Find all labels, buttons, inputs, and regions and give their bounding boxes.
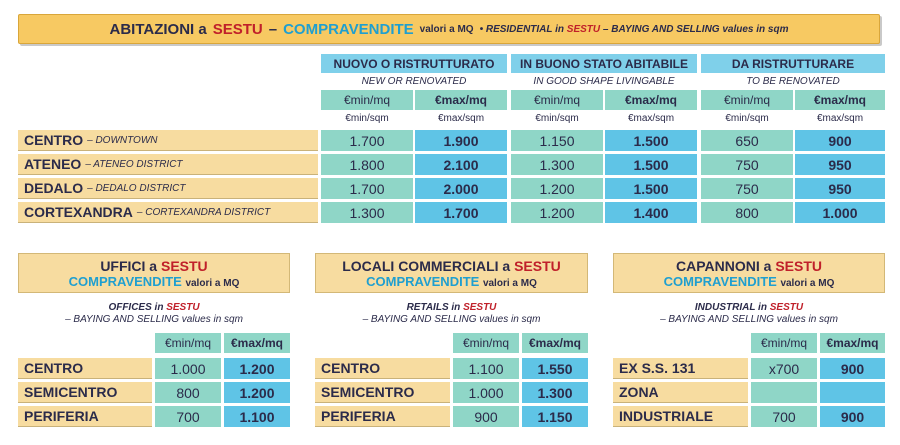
industrial-title-city: SESTU xyxy=(775,257,822,274)
category-header-to-renovate: DA RISTRUTTURARE xyxy=(701,54,885,73)
banner-en-a: • RESIDENTIAL in xyxy=(479,23,564,35)
retail-title-b: COMPRAVENDITE xyxy=(366,273,480,289)
offices-unit-min: €min/mq xyxy=(155,333,221,353)
district-name-en: – ATENEO DISTRICT xyxy=(85,158,183,170)
banner-title-b: COMPRAVENDITE xyxy=(283,20,414,38)
retail-unit-min: €min/mq xyxy=(453,333,519,353)
price-max-cell: 1.500 xyxy=(605,130,697,151)
offices-title-b: COMPRAVENDITE xyxy=(68,273,182,289)
price-max-cell: 2.000 xyxy=(415,178,507,199)
offices-title-city: SESTU xyxy=(160,257,208,274)
price-min-cell: 750 xyxy=(701,154,793,175)
district-name: CENTRO xyxy=(24,132,84,148)
price-max-cell: 900 xyxy=(795,130,885,151)
banner-subtitle-en xyxy=(480,24,789,35)
price-min-cell: 700 xyxy=(155,406,221,427)
industrial-subtitle xyxy=(613,302,885,326)
unit-min-sqm: €min/sqm xyxy=(345,112,389,124)
unit-max-sqm: €max/sqm xyxy=(437,112,485,124)
price-max-cell: 1.150 xyxy=(522,406,588,427)
district-name-en: – DOWNTOWN xyxy=(87,134,158,146)
price-max-cell: 900 xyxy=(820,406,885,427)
banner-title-dash: – xyxy=(268,20,278,38)
offices-title-a: UFFICI a xyxy=(100,257,158,274)
price-max-cell: 1.700 xyxy=(415,202,507,223)
unit-min-header: €min/mq xyxy=(321,90,413,110)
price-min-cell: 1.100 xyxy=(453,358,519,379)
industrial-sub-city: SESTU xyxy=(769,302,804,313)
price-max-cell: 1.200 xyxy=(224,382,290,403)
offices-title-small: valori a MQ xyxy=(185,277,240,289)
price-min-cell: 1.700 xyxy=(321,130,413,151)
price-min-cell: 650 xyxy=(701,130,793,151)
retail-title-small: valori a MQ xyxy=(482,277,537,289)
offices-row-label: SEMICENTRO xyxy=(18,382,152,403)
price-max-cell: 2.100 xyxy=(415,154,507,175)
category-header-good-shape: IN BUONO STATO ABITABILE xyxy=(511,54,697,73)
industrial-sub-b: – BAYING AND SELLING values in sqm xyxy=(660,314,838,325)
district-name: ATENEO xyxy=(24,156,82,172)
category-sub-new: NEW OR RENOVATED xyxy=(361,75,467,87)
price-min-cell xyxy=(751,382,817,403)
offices-sub-b: – BAYING AND SELLING values in sqm xyxy=(65,314,243,325)
offices-title xyxy=(18,253,290,293)
retail-sub-b: – BAYING AND SELLING values in sqm xyxy=(362,314,541,325)
industrial-title xyxy=(613,253,885,293)
page-title-banner xyxy=(18,14,880,44)
industrial-row-label: INDUSTRIALE xyxy=(613,406,748,427)
industrial-row-label: ZONA xyxy=(613,382,748,403)
offices-unit-max: €max/mq xyxy=(224,333,290,353)
unit-max-header: €max/mq xyxy=(605,90,697,110)
price-max-cell: 1.900 xyxy=(415,130,507,151)
price-max-cell: 1.300 xyxy=(522,382,588,403)
industrial-unit-max: €max/mq xyxy=(820,333,885,353)
price-max-cell: 900 xyxy=(820,358,885,379)
retail-row-label: SEMICENTRO xyxy=(315,382,450,403)
industrial-title-small: valori a MQ xyxy=(780,277,835,289)
offices-subtitle xyxy=(18,302,290,326)
industrial-unit-min: €min/mq xyxy=(751,333,817,353)
price-min-cell: 900 xyxy=(453,406,519,427)
banner-title-small: valori a MQ xyxy=(419,23,474,35)
banner-title-a: ABITAZIONI a xyxy=(109,20,207,38)
retail-title-a: LOCALI COMMERCIALI a xyxy=(342,257,511,274)
category-header-new: NUOVO O RISTRUTTURATO xyxy=(321,54,507,73)
category-sub-to-renovate: TO BE RENOVATED xyxy=(746,75,840,87)
price-max-cell: 1.550 xyxy=(522,358,588,379)
price-min-cell: 1.300 xyxy=(511,154,603,175)
retail-subtitle xyxy=(315,302,588,326)
unit-min-sqm: €min/sqm xyxy=(725,112,769,124)
offices-row-label: PERIFERIA xyxy=(18,406,152,427)
price-min-cell: 1.200 xyxy=(511,202,603,223)
price-max-cell: 1.000 xyxy=(795,202,885,223)
retail-row-label: PERIFERIA xyxy=(315,406,450,427)
retail-sub-city: SESTU xyxy=(463,302,497,313)
price-max-cell: 1.500 xyxy=(605,178,697,199)
price-min-cell: 1.300 xyxy=(321,202,413,223)
district-name-en: – CORTEXANDRA DISTRICT xyxy=(136,206,271,218)
price-min-cell: 750 xyxy=(701,178,793,199)
price-min-cell: 1.700 xyxy=(321,178,413,199)
industrial-sub-a: INDUSTRIAL in xyxy=(694,302,767,313)
price-min-cell: 800 xyxy=(701,202,793,223)
unit-max-header: €max/mq xyxy=(415,90,507,110)
price-max-cell: 950 xyxy=(795,178,885,199)
unit-max-sqm: €max/sqm xyxy=(627,112,675,124)
banner-en-city: SESTU xyxy=(566,23,601,35)
district-name: DEDALO xyxy=(24,180,84,196)
retail-unit-max: €max/mq xyxy=(522,333,588,353)
price-max-cell xyxy=(820,382,885,403)
residential-row-label xyxy=(18,130,318,151)
price-min-cell: 800 xyxy=(155,382,221,403)
industrial-title-a: CAPANNONI a xyxy=(676,257,772,274)
price-min-cell: x700 xyxy=(751,358,817,379)
residential-row-label xyxy=(18,202,318,223)
industrial-title-b: COMPRAVENDITE xyxy=(663,273,777,289)
price-max-cell: 950 xyxy=(795,154,885,175)
retail-row-label: CENTRO xyxy=(315,358,450,379)
price-min-cell: 1.000 xyxy=(453,382,519,403)
category-sub-good-shape: IN GOOD SHAPE LIVINGABLE xyxy=(533,75,675,87)
banner-en-b: – BAYING AND SELLING values in sqm xyxy=(602,23,789,35)
offices-row-label: CENTRO xyxy=(18,358,152,379)
retail-title xyxy=(315,253,588,293)
unit-max-sqm: €max/sqm xyxy=(816,112,864,124)
price-max-cell: 1.200 xyxy=(224,358,290,379)
unit-max-header: €max/mq xyxy=(795,90,885,110)
residential-row-label xyxy=(18,178,318,199)
industrial-row-label: EX S.S. 131 xyxy=(613,358,748,379)
unit-min-sqm: €min/sqm xyxy=(535,112,579,124)
unit-min-header: €min/mq xyxy=(701,90,793,110)
price-min-cell: 1.150 xyxy=(511,130,603,151)
offices-sub-city: SESTU xyxy=(166,302,200,313)
price-max-cell: 1.100 xyxy=(224,406,290,427)
retail-title-city: SESTU xyxy=(514,257,561,274)
residential-row-label xyxy=(18,154,318,175)
unit-min-header: €min/mq xyxy=(511,90,603,110)
price-max-cell: 1.400 xyxy=(605,202,697,223)
price-min-cell: 700 xyxy=(751,406,817,427)
retail-sub-a: RETAILS in xyxy=(406,302,461,313)
district-name-en: – DEDALO DISTRICT xyxy=(87,182,186,194)
price-max-cell: 1.500 xyxy=(605,154,697,175)
district-name: CORTEXANDRA xyxy=(24,204,133,220)
offices-sub-a: OFFICES in xyxy=(108,302,164,313)
price-min-cell: 1.200 xyxy=(511,178,603,199)
price-min-cell: 1.800 xyxy=(321,154,413,175)
banner-title-city: SESTU xyxy=(212,20,263,38)
price-min-cell: 1.000 xyxy=(155,358,221,379)
